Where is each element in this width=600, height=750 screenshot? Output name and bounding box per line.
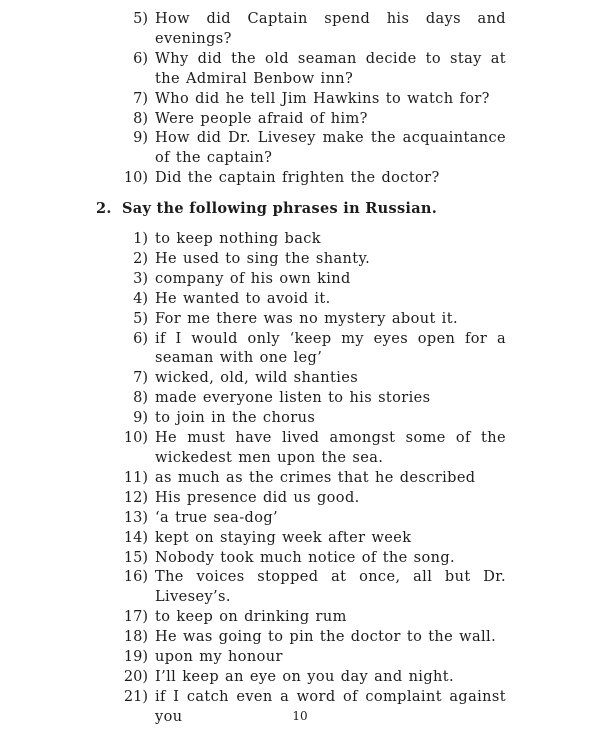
item-number: 17) xyxy=(123,609,148,626)
item-number: 3) xyxy=(133,270,148,287)
phrase-item xyxy=(122,648,506,668)
page-number: 10 xyxy=(292,709,308,723)
item-text: made everyone listen to his stories xyxy=(155,390,431,407)
item-text: to join in the chorus xyxy=(155,410,316,427)
phrase-item xyxy=(122,270,506,290)
item-text: if I would only ‘keep my eyes open for a seaman with one leg’ xyxy=(155,330,506,367)
item-text: to keep on drinking rum xyxy=(155,609,347,626)
item-number: 5) xyxy=(133,11,148,27)
phrase-item xyxy=(122,429,506,469)
item-number: 1) xyxy=(133,231,148,247)
item-number: 8) xyxy=(133,110,148,127)
phrase-item xyxy=(122,409,506,429)
section-heading xyxy=(96,199,437,219)
item-text: Who did he tell Jim Hawkins to watch for? xyxy=(155,90,490,107)
item-number: 4) xyxy=(133,290,148,307)
item-text: Nobody took much notice of the song. xyxy=(155,549,456,566)
item-text: He wanted to avoid it. xyxy=(155,290,331,307)
phrase-item xyxy=(122,549,506,569)
item-text: I’ll keep an eye on you day and night. xyxy=(155,668,454,685)
phrase-item xyxy=(122,310,506,330)
item-text: Did the captain frighten the doctor? xyxy=(155,170,440,187)
phrase-item xyxy=(122,290,506,310)
phrase-item xyxy=(122,568,506,608)
item-text: His presence did us good. xyxy=(155,489,360,506)
item-text: company of his own kind xyxy=(155,270,351,287)
phrase-item xyxy=(122,489,506,509)
section-number: 2. xyxy=(96,200,112,217)
item-number: 6) xyxy=(133,50,148,67)
item-number: 14) xyxy=(123,529,148,546)
phrase-item xyxy=(122,628,506,648)
item-text: How did Captain spend his days and evenings? xyxy=(155,11,506,47)
item-text: He must have lived amongst some of the wickedest men upon the sea. xyxy=(155,430,506,466)
question-item xyxy=(122,110,506,130)
item-text: Why did the old seaman decide to stay at the Admiral Benbow inn? xyxy=(155,50,506,87)
phrase-item xyxy=(122,330,506,370)
question-list xyxy=(122,10,506,189)
item-number: 10) xyxy=(123,170,148,187)
item-text: He was going to pin the doctor to the wall. xyxy=(155,629,497,646)
phrase-item xyxy=(122,608,506,628)
phrase-item xyxy=(122,509,506,529)
phrase-item xyxy=(122,389,506,409)
item-number: 13) xyxy=(123,509,148,526)
item-text: as much as the crimes that he described xyxy=(155,469,476,486)
phrase-item xyxy=(122,250,506,270)
item-number: 5) xyxy=(133,310,148,327)
question-item xyxy=(122,10,506,50)
item-number: 2) xyxy=(133,250,148,267)
question-item xyxy=(122,129,506,169)
question-item xyxy=(122,50,506,90)
item-text: to keep nothing back xyxy=(155,231,321,247)
item-number: 12) xyxy=(123,489,148,506)
item-number: 18) xyxy=(123,629,148,646)
item-text: upon my honour xyxy=(155,649,283,666)
item-text: wicked, old, wild shanties xyxy=(155,370,359,387)
item-number: 9) xyxy=(133,130,148,147)
item-text: How did Dr. Livesey make the acquaintance of the captain? xyxy=(155,130,506,167)
item-number: 7) xyxy=(133,90,148,107)
item-text: He used to sing the shanty. xyxy=(155,250,371,267)
item-number: 19) xyxy=(123,649,148,666)
item-number: 11) xyxy=(123,469,148,486)
item-number: 6) xyxy=(133,330,148,347)
item-number: 20) xyxy=(123,668,148,685)
item-number: 16) xyxy=(123,569,148,586)
item-text: The voices stopped at once, all but Dr. Livesey’s. xyxy=(155,569,506,606)
item-text: ‘a true sea-dog’ xyxy=(155,509,279,526)
item-number: 15) xyxy=(123,549,148,566)
phrase-item xyxy=(122,230,506,250)
item-text: For me there was no mystery about it. xyxy=(155,310,458,327)
question-item xyxy=(122,90,506,110)
item-text: Were people afraid of him? xyxy=(155,110,368,127)
question-item xyxy=(122,169,506,189)
item-number: 21) xyxy=(123,688,148,705)
item-number: 7) xyxy=(133,370,148,387)
item-text: kept on staying week after week xyxy=(155,529,412,546)
item-number: 8) xyxy=(133,390,148,407)
phrase-item xyxy=(122,369,506,389)
item-number: 9) xyxy=(133,410,148,427)
section-title: Say the following phrases in Russian. xyxy=(122,200,438,217)
phrase-item xyxy=(122,469,506,489)
item-number: 10) xyxy=(123,430,148,447)
item-text: if I catch even a word of complaint against you xyxy=(155,688,506,725)
phrase-item xyxy=(122,529,506,549)
phrase-item xyxy=(122,668,506,688)
phrase-list xyxy=(122,230,506,728)
